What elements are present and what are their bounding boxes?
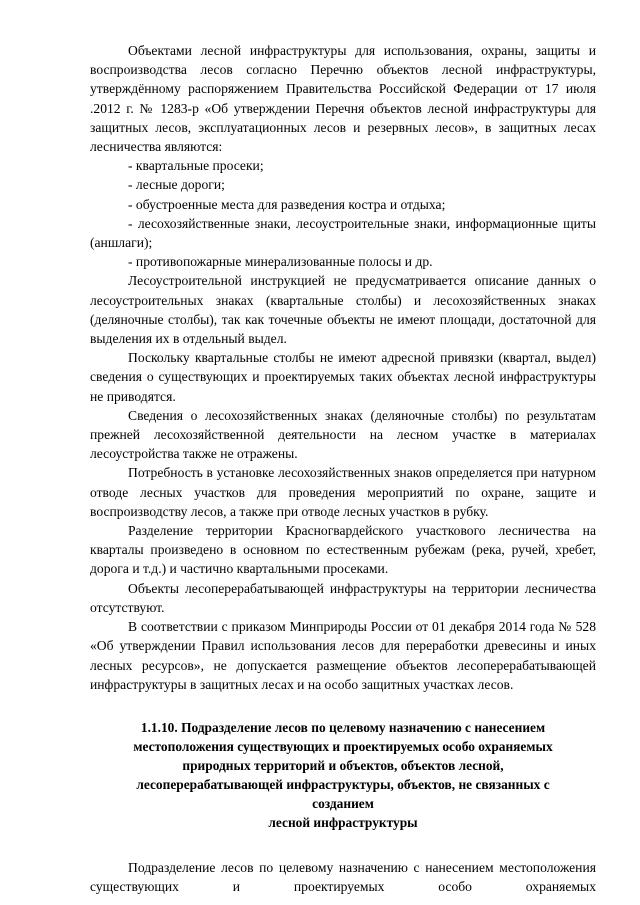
heading-line: 1.1.10. Подразделение лесов по целевому назначению с нанесением (140, 719, 546, 735)
heading-line: природных территорий и объектов, объектов лесной, (182, 757, 504, 773)
paragraph-quarter-posts: Поскольку квартальные столбы не имеют адресной привязки (квартал, выдел) сведения о существующих и проектируемых таких объектах лесной инфраструктуры не приводятся. (90, 350, 596, 404)
list-item: - обустроенные места для разведения костра и отдыха; (128, 196, 446, 212)
paragraph-territory-division: Разделение территории Красногвардейского участкового лесничества на кварталы произведено в основном по естественным рубежам (река, ручей, хребет, дорога и т.д.) и частично квартальными просеками. (90, 523, 596, 577)
heading-line: местоположения существующих и проектируемых особо охраняемых (133, 738, 553, 754)
list-item: - лесные дороги; (128, 177, 225, 193)
section-heading (90, 718, 596, 832)
paragraph-signs-need: Потребность в установке лесохозяйственных знаков определяется при натурном отводе лесных участков для проведения мероприятий по охране, защите и воспроизводству лесов, а также при отводе лесных участков в рубку. (90, 465, 596, 519)
heading-line: лесной инфраструктуры (268, 814, 418, 830)
intro-paragraph: Объектами лесной инфраструктуры для использования, охраны, защиты и воспроизводства лесов согласно Перечню объектов лесной инфраструктуры, утверждённому распоряжением Правительства Российской Федерации от 17 июля .2012 г. № 1283-р «Об утверждении Перечня объектов лесной инфраструктуры для защитных лесов, эксплуатационных лесов и резервных лесов», в защитных лесах лесничества являются: (90, 43, 596, 155)
list-item: - лесохозяйственные знаки, лесоустроительные знаки, информационные щиты (аншлаги); (90, 215, 596, 251)
paragraph-instruction: Лесоустроительной инструкцией не предусматривается описание данных о лесоустроительных знаках (квартальные столбы) и лесохозяйственных знаках (деляночные столбы), так как точечные объекты не имеют площади, достаточной для выделения их в отдельный выдел. (90, 273, 596, 347)
heading-line: лесоперерабатывающей инфраструктуры, объектов, не связанных с (136, 776, 550, 792)
list-item: - квартальные просеки; (128, 158, 264, 174)
list-item: - противопожарные минерализованные полосы и др. (128, 254, 433, 270)
paragraph-forestry-signs: Сведения о лесохозяйственных знаках (деляночные столбы) по результатам прежней лесохозяйственной деятельности на лесном участке в материалах лесоустройства также не отражены. (90, 407, 596, 462)
heading-line: созданием (312, 795, 374, 811)
paragraph-ministry-order: В соответствии с приказом Минприроды России от 01 декабря 2014 года № 528 «Об утверждении Правил использования лесов для переработки древесины и иных лесных ресурсов», не допускается размещение объектов лесоперерабатывающей инфраструктуры в защитных лесах и на особо защитных участках лесов. (90, 619, 596, 692)
final-paragraph: Подразделение лесов по целевому назначению с нанесением местоположения существующих и проектируемых особо охраняемых (90, 859, 596, 895)
paragraph-processing-objects: Объекты лесоперерабатывающей инфраструктуры на территории лесничества отсутствуют. (90, 580, 596, 615)
